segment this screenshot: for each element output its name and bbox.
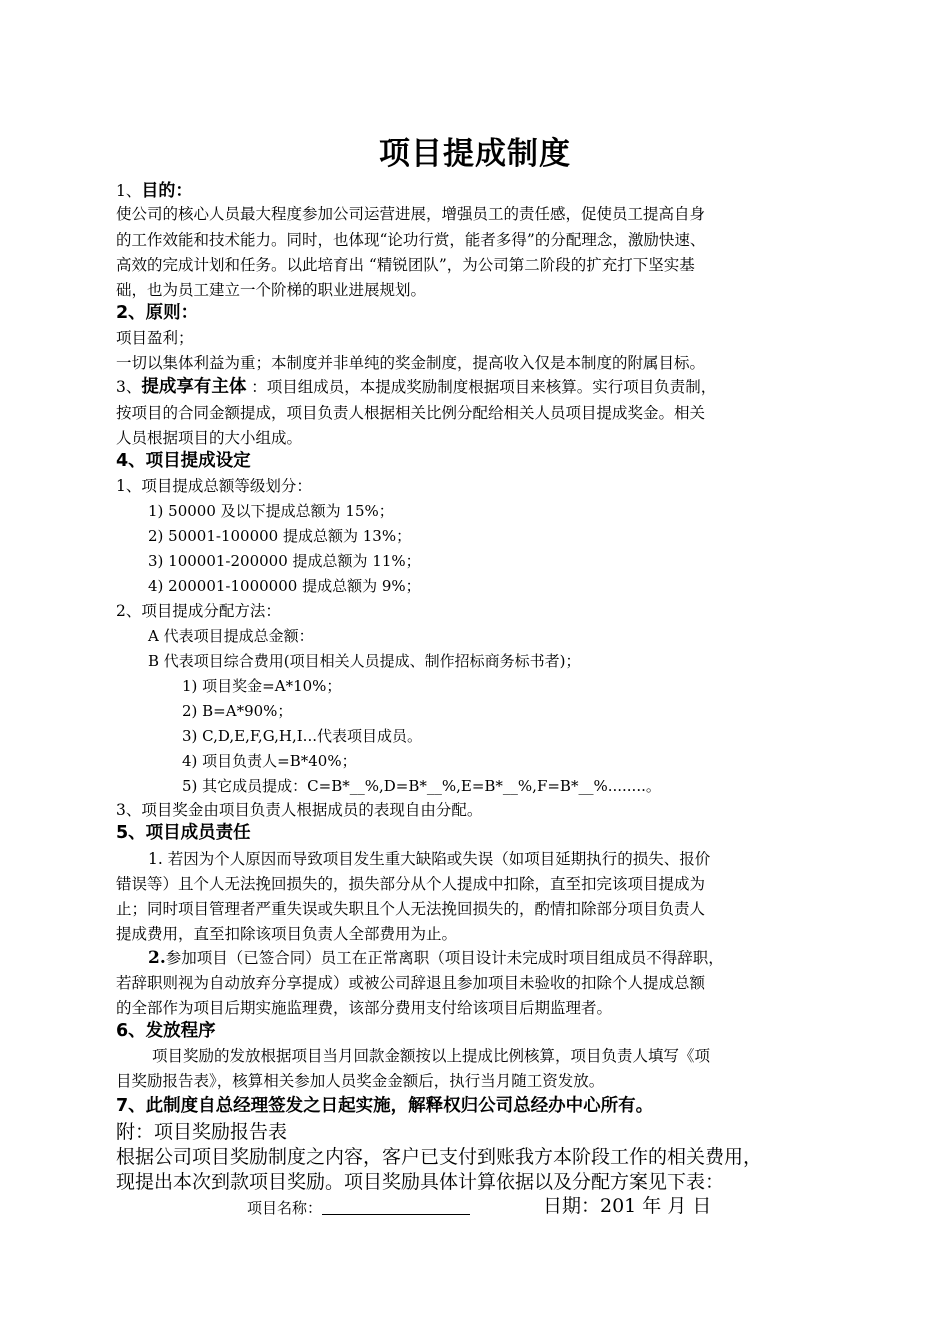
section-1-line: 使公司的核心人员最大程度参加公司运营进展，增强员工的责任感，促使员工提高自身 [116,205,706,223]
section-5-line: 的全部作为项目后期实施监理费，该部分费用支付给该项目后期监理者。 [116,999,613,1017]
section-3-title: 提成享有主体 [141,377,247,397]
section-3-line: 人员根据项目的大小组成。 [116,429,303,447]
section-1-line: 的工作效能和技术能力。同时，也体现“论功行赏，能者多得”的分配理念，激励快速、 [116,231,706,249]
page-title: 项目提成制度 [379,136,571,172]
section-6-line: 项目奖励的发放根据项目当月回款金额按以上提成比例核算，项目负责人填写《项 [152,1047,711,1065]
definition-item: A 代表项目提成总金额： [148,627,314,645]
section-5-line: 止；同时项目管理者严重失误或失职且个人无法挽回损失的，酌情扣除部分项目负责人 [116,900,706,918]
allocation-item: 2) B=A*90%； [182,702,293,720]
allocation-item: 3) C,D,E,F,G,H,I...代表项目成员。 [182,727,422,745]
section-3-first-line [116,376,716,398]
project-name-label: 项目名称： [247,1199,323,1217]
section-5-paragraph-2-first-line [148,948,724,968]
tier-item: 3) 100001-200000 提成总额为 11%； [148,552,421,570]
section-1-line: 高效的完成计划和任务。以此培育出 “精锐团队”，为公司第二阶段的扩充打下坚实基 [116,256,695,274]
allocation-item: 1) 项目奖金=A*10%； [182,677,342,695]
date-label: 日期：201 年 月 日 [543,1195,712,1217]
section-2-line: 项目盈利； [116,329,194,347]
section-6-line: 目奖励报告表》，核算相关参加人员奖金金额后，执行当月随工资发放。 [116,1072,605,1090]
allocation-item: 4) 项目负责人=B*40%； [182,752,357,770]
allocation-item: 5) 其它成员提成：C=B*__%,D=B*__%,E=B*__%,F=B*__%........。 [182,777,661,795]
section-4-heading: 4、项目提成设定 [116,451,251,471]
annex-line: 根据公司项目奖励制度之内容，客户已支付到账我方本阶段工作的相关费用， [116,1146,763,1168]
section-4-subheading: 1、项目提成总额等级划分： [116,477,312,495]
section-3-first-line-text: ：项目组成员，本提成奖励制度根据项目来核算。实行项目负责制， [246,378,717,396]
tier-item: 2) 50001-100000 提成总额为 13%； [148,527,412,545]
section-5-line: 1. 若因为个人原因而导致项目发生重大缺陷或失误（如项目延期执行的损失、报价 [148,850,711,868]
section-2-line: 一切以集体利益为重；本制度并非单纯的奖金制度，提高收入仅是本制度的附属目标。 [116,354,706,372]
section-5-line: 错误等）且个人无法挽回损失的，损失部分从个人提成中扣除，直至扣完该项目提成为 [116,875,706,893]
tier-item: 1) 50000 及以下提成总额为 15%； [148,502,394,520]
section-5-heading: 5、项目成员责任 [116,823,251,843]
section-1-title: 目的： [141,181,193,201]
definition-item: B 代表项目综合费用(项目相关人员提成、制作招标商务标书者)； [148,652,581,670]
section-5-line: 提成费用，直至扣除该项目负责人全部费用为止。 [116,925,458,943]
section-5-line: 若辞职则视为自动放弃分享提成）或被公司辞退且参加项目未验收的扣除个人提成总额 [116,974,706,992]
section-4-subheading: 2、项目提成分配方法： [116,602,281,620]
section-1-line: 础，也为员工建立一个阶梯的职业进展规划。 [116,281,427,299]
section-3-line: 按项目的合同金额提成，项目负责人根据相关比例分配给相关人员项目提成奖金。相关 [116,404,706,422]
paragraph-2-first-text: 参加项目（已签合同）员工在正常离职（项目设计未完成时项目组成员不得辞职， [165,949,724,967]
project-name-blank[interactable] [322,1198,470,1215]
section-1-heading [116,180,192,202]
paragraph-2-number: 2. [148,948,166,968]
section-6-heading: 6、发放程序 [116,1021,216,1041]
section-7-heading: 7、此制度自总经理签发之日起实施，解释权归公司总经办中心所有。 [116,1096,654,1116]
annex-title: 附：项目奖励报告表 [116,1121,288,1143]
section-3-number: 3、 [116,378,142,396]
section-2-heading: 2、原则： [116,303,199,323]
tier-item: 4) 200001-1000000 提成总额为 9%； [148,577,421,595]
annex-line: 现提出本次到款项目奖励。项目奖励具体计算依据以及分配方案见下表： [116,1171,725,1193]
project-name-field [247,1198,470,1218]
section-1-number: 1、 [116,182,142,200]
section-4-subheading: 3、项目奖金由项目负责人根据成员的表现自由分配。 [116,801,483,819]
